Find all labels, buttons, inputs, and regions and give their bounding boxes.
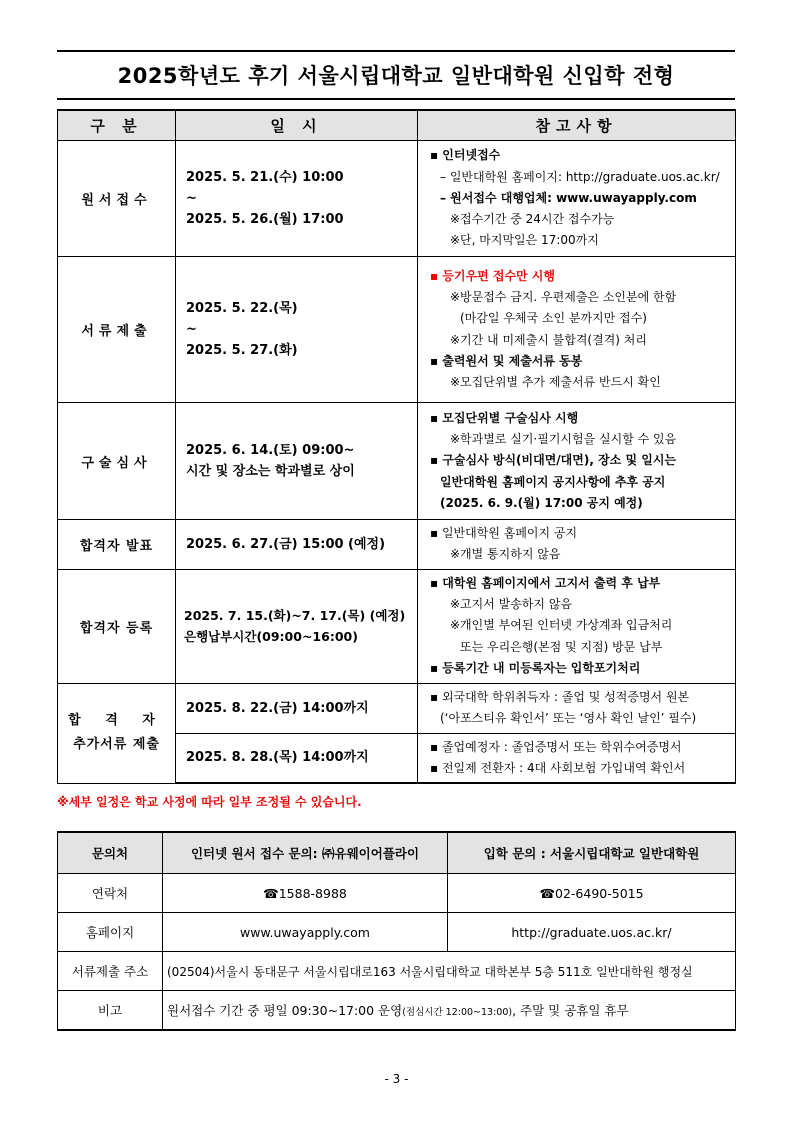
date-cell — [176, 403, 418, 520]
remarks-value — [163, 991, 736, 1031]
notes-cell — [418, 733, 736, 783]
category-cell: 구술심사 — [58, 403, 176, 520]
notes-cell — [418, 683, 736, 733]
date-cell — [176, 141, 418, 257]
category-line: 추가서류 제출 — [73, 737, 160, 753]
date-line: 2025. 5. 21.(수) 10:00 — [186, 170, 344, 185]
header-category: 구 분 — [58, 110, 176, 141]
note-line: ▪ 외국대학 학위취득자 : 졸업 및 성적증명서 원본 — [430, 689, 690, 704]
remarks-tail: , 주말 및 공휴일 휴무 — [512, 1003, 629, 1018]
category-line: 합 격 자 — [68, 713, 165, 729]
note-line: ▪ 전일제 전환자 : 4대 사회보험 가입내역 확인서 — [430, 760, 686, 775]
schedule-disclaimer: ※세부 일정은 학교 사정에 따라 일부 조정될 수 있습니다. — [57, 795, 362, 809]
contact-header-row — [58, 832, 736, 874]
note-line: ※기간 내 미제출시 불합격(결격) 처리 — [450, 332, 647, 347]
note-line: ▪ 인터넷접수 — [430, 148, 501, 163]
contact-address-row — [58, 952, 736, 991]
phone-uos: ☎02-6490-5015 — [448, 874, 736, 913]
contact-phone-row — [58, 874, 736, 913]
note-line: ▪ 등록기간 내 미등록자는 입학포기처리 — [430, 661, 641, 676]
date-cell — [176, 569, 418, 683]
contact-header-uos: 입학 문의 : 서울시립대학교 일반대학원 — [448, 832, 736, 874]
contact-homepage-row — [58, 913, 736, 952]
note-line: ※모집단위별 추가 제출서류 반드시 확인 — [450, 375, 661, 390]
note-line: – 원서접수 대행업체: www.uwayapply.com — [440, 190, 697, 205]
date-line: 2025. 8. 28.(목) 14:00까지 — [186, 750, 369, 766]
note-line: (‘아포스티유 확인서’ 또는 ‘영사 확인 날인’ 필수) — [440, 711, 697, 726]
homepage-label: 홈페이지 — [58, 913, 163, 952]
date-cell — [176, 257, 418, 403]
date-line: 시간 및 장소는 학과별로 상이 — [186, 464, 355, 479]
note-line: ※단, 마지막일은 17:00까지 — [450, 233, 599, 248]
note-line: ※개인별 부여된 인터넷 가상계좌 입금처리 — [450, 618, 673, 633]
date-line: ~ — [186, 191, 197, 206]
date-cell — [176, 683, 418, 733]
category-cell: 서류제출 — [58, 257, 176, 403]
schedule-table — [57, 109, 736, 784]
header-notes: 참고사항 — [418, 110, 736, 141]
phone-label: 연락처 — [58, 874, 163, 913]
address-label: 서류제출 주소 — [58, 952, 163, 991]
note-line: ▪ 졸업예정자 : 졸업증명서 또는 학위수여증명서 — [430, 739, 682, 754]
address-value: (02504)서울시 동대문구 서울시립대로163 서울시립대학교 대학본부 5층 511호 일반대학원 행정실 — [163, 952, 736, 991]
homepage-uos-link[interactable]: http://graduate.uos.ac.kr/ — [448, 913, 736, 952]
schedule-header-row — [58, 110, 736, 141]
note-line: ▪ 대학원 홈페이지에서 고지서 출력 후 납부 — [430, 575, 661, 590]
note-line: ▪ 출력원서 및 제출서류 동봉 — [430, 353, 583, 368]
date-line: 2025. 5. 22.(목) — [186, 301, 298, 316]
note-line: (2025. 6. 9.(월) 17:00 공지 예정) — [440, 495, 643, 510]
contact-header-uway: 인터넷 원서 접수 문의: ㈜유웨이어플라이 — [163, 832, 448, 874]
date-line: 2025. 6. 14.(토) 09:00~ — [186, 443, 355, 458]
contact-table — [57, 831, 736, 1031]
remarks-main: 원서접수 기간 중 평일 09:30~17:00 운영 — [167, 1003, 403, 1018]
homepage-uway-link[interactable]: www.uwayapply.com — [163, 913, 448, 952]
date-line: ~ — [186, 322, 197, 337]
header-date: 일 시 — [176, 110, 418, 141]
note-line: (마감일 우체국 소인 분까지만 접수) — [460, 311, 647, 326]
date-line: 2025. 8. 22.(금) 14:00까지 — [186, 700, 369, 716]
date-cell — [176, 520, 418, 570]
table-row — [58, 141, 736, 257]
table-row — [58, 257, 736, 403]
notes-cell — [418, 520, 736, 570]
page-number: - 3 - — [384, 1072, 409, 1086]
note-line: 또는 우리은행(본점 및 지점) 방문 납부 — [460, 639, 663, 654]
table-row — [58, 569, 736, 683]
table-row — [58, 520, 736, 570]
category-cell: 원서접수 — [58, 141, 176, 257]
note-line: ※고지서 발송하지 않음 — [450, 597, 573, 612]
category-cell — [58, 683, 176, 783]
remarks-lunch: (점심시간 12:00~13:00) — [402, 1007, 513, 1018]
contact-remarks-row — [58, 991, 736, 1031]
notes-cell — [418, 403, 736, 520]
note-line: ※학과별로 실기·필기시험을 실시할 수 있음 — [450, 432, 677, 447]
date-line: 2025. 5. 26.(월) 17:00 — [186, 212, 344, 227]
category-cell: 합격자 발표 — [58, 520, 176, 570]
note-line: ▪ 모집단위별 구술심사 시행 — [430, 410, 579, 425]
category-cell: 합격자 등록 — [58, 569, 176, 683]
table-row — [58, 403, 736, 520]
notes-cell — [418, 141, 736, 257]
notes-cell — [418, 257, 736, 403]
date-line: 2025. 5. 27.(화) — [186, 343, 298, 358]
note-line: ※방문접수 금지. 우편제출은 소인분에 한함 — [450, 289, 677, 304]
contact-header-label: 문의처 — [58, 832, 163, 874]
date-line: 은행납부시간(09:00~16:00) — [184, 629, 358, 645]
page-title: 2025학년도 후기 서울시립대학교 일반대학원 신입학 전형 — [117, 64, 675, 88]
note-line: ▪ 일반대학원 홈페이지 공지 — [430, 526, 578, 540]
notes-cell — [418, 569, 736, 683]
note-line: – 일반대학원 홈페이지: http://graduate.uos.ac.kr/ — [440, 169, 720, 184]
date-cell — [176, 733, 418, 783]
remarks-label: 비고 — [58, 991, 163, 1031]
date-line: 2025. 7. 15.(화)~7. 17.(목) (예정) — [184, 608, 406, 624]
note-line: ※개별 통지하지 않음 — [450, 547, 561, 562]
note-line: ▪ 등기우편 접수만 시행 — [430, 268, 555, 283]
date-line: 2025. 6. 27.(금) 15:00 (예정) — [186, 536, 386, 552]
table-row — [58, 683, 736, 733]
phone-uway: ☎1588-8988 — [163, 874, 448, 913]
note-line: ※접수기간 중 24시간 접수가능 — [450, 212, 615, 227]
note-line: ▪ 구술심사 방식(비대면/대면), 장소 및 일시는 — [430, 453, 676, 468]
note-line: 일반대학원 홈페이지 공지사항에 추후 공지 — [440, 474, 666, 489]
title-box — [57, 50, 735, 100]
